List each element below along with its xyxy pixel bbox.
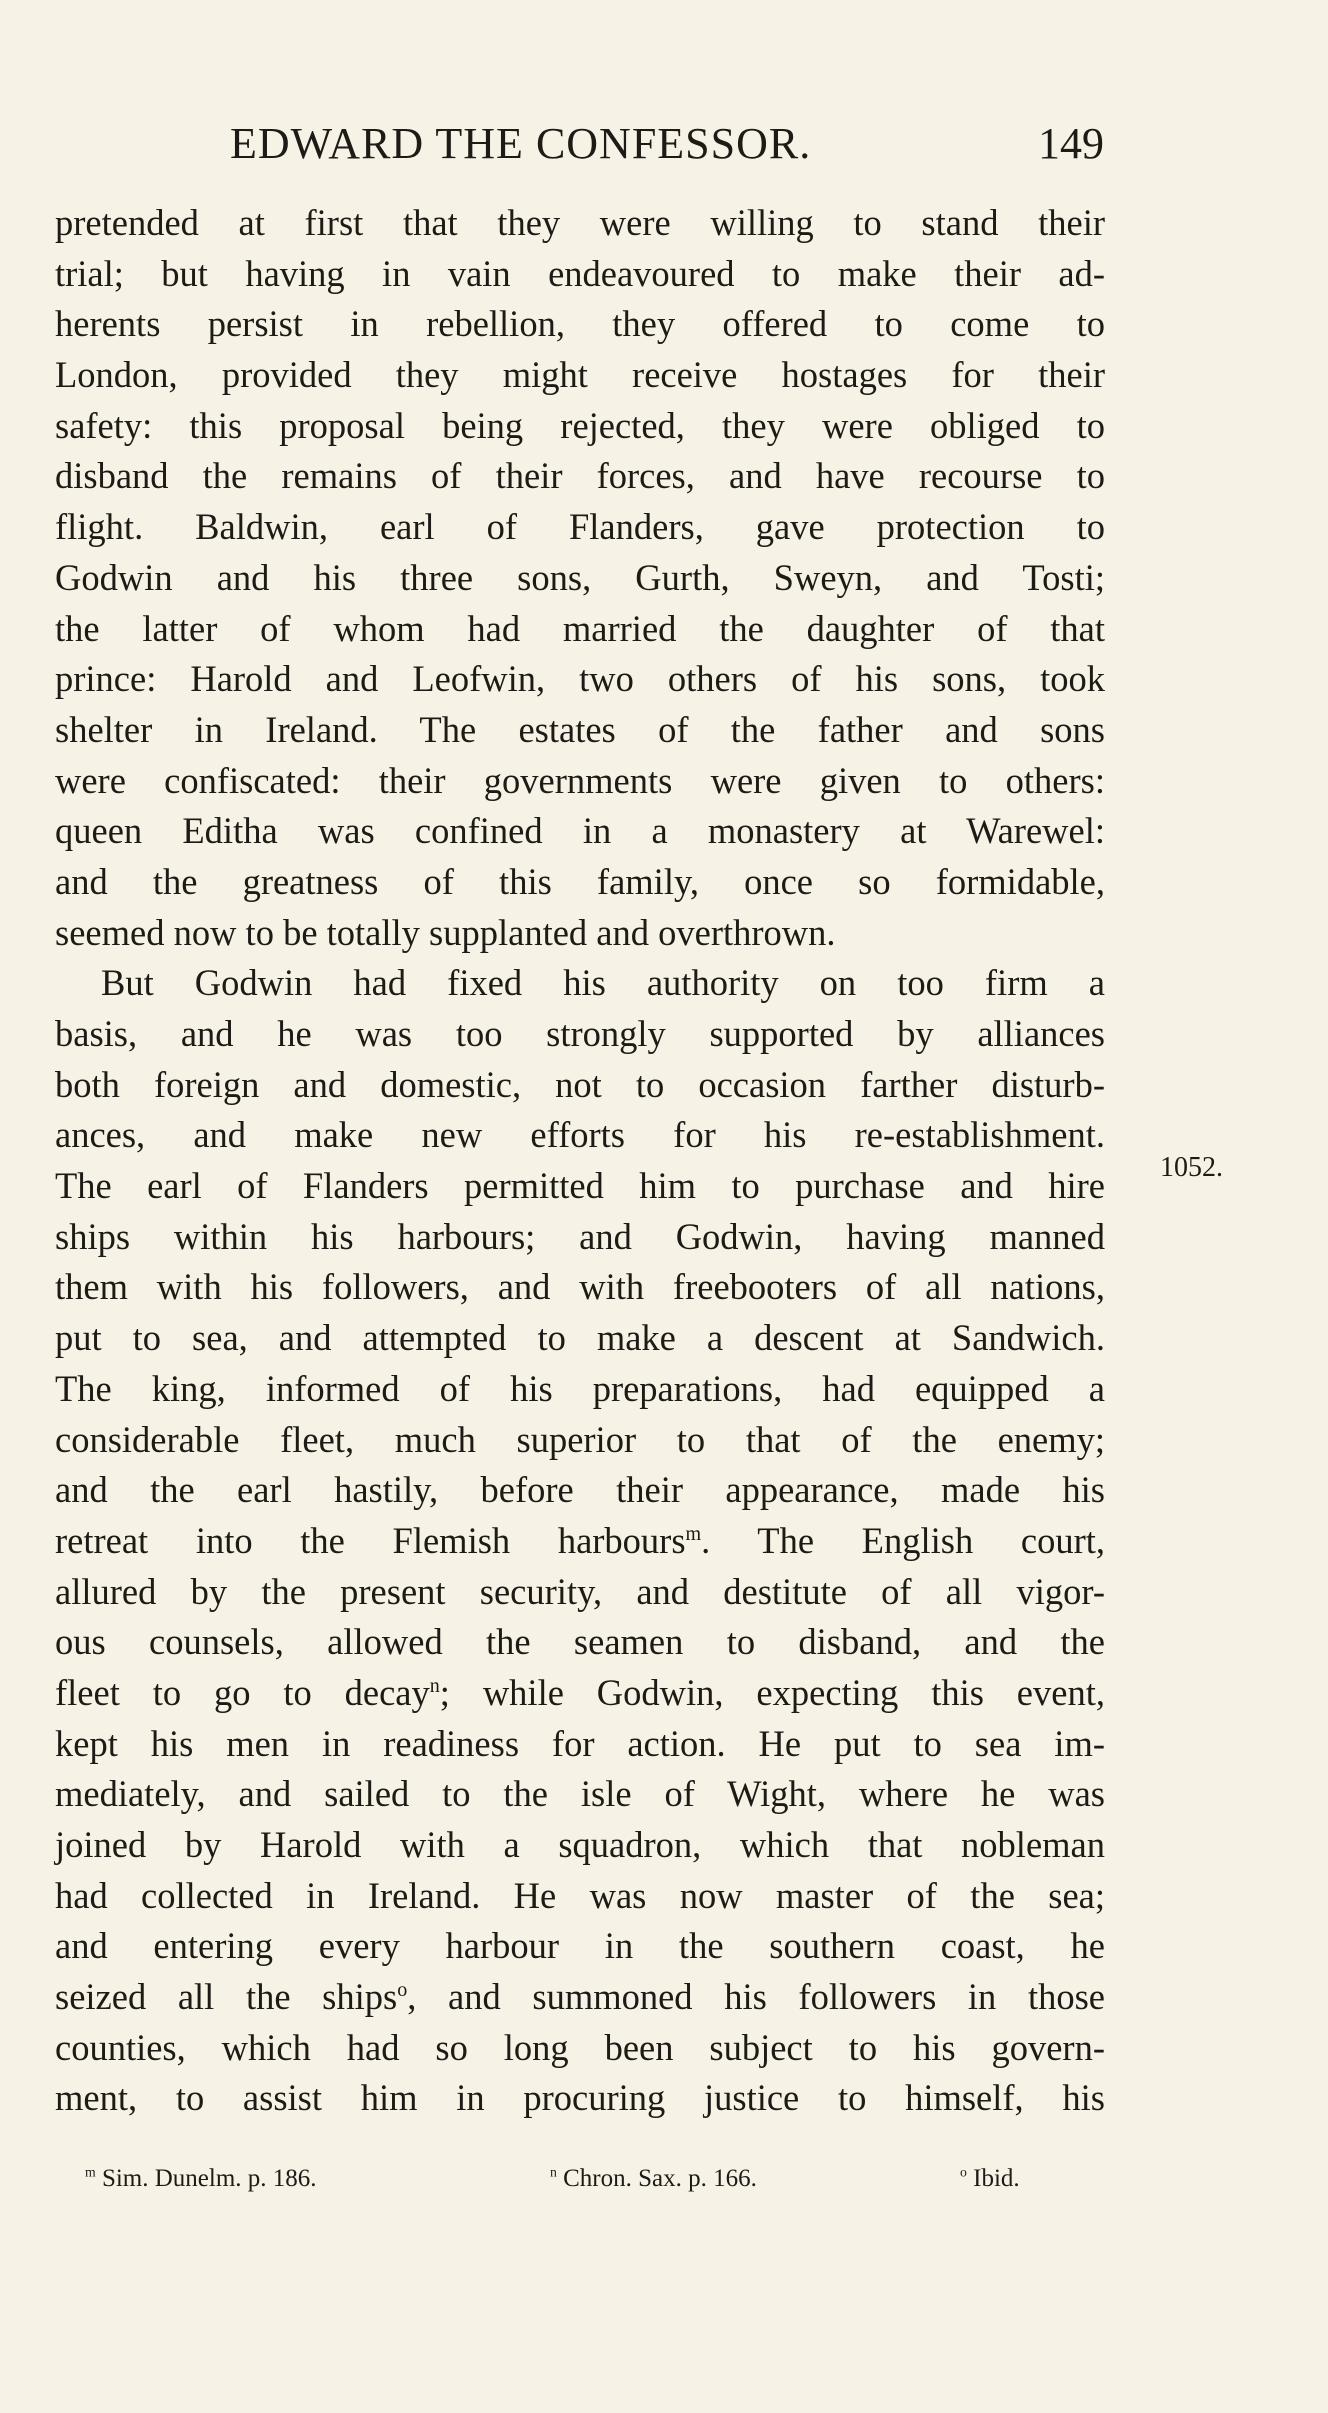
text-line-end: ; while Godwin, expecting this event, bbox=[439, 1671, 1105, 1713]
text-line: the latter of whom had married the daughter of that bbox=[55, 607, 1105, 649]
page-number: 149 bbox=[1038, 119, 1104, 168]
text-line: prince: Harold and Leofwin, two others of his sons, took bbox=[55, 658, 1105, 700]
text-line: The king, informed of his preparations, had equipped a bbox=[55, 1367, 1105, 1409]
footnote-n-text: Chron. Sax. p. 166. bbox=[556, 2165, 757, 2192]
text-line: and entering every harbour in the southern coast, he bbox=[55, 1925, 1105, 1967]
running-head bbox=[230, 118, 1130, 178]
text-line bbox=[55, 1516, 1105, 1567]
text-line bbox=[55, 1668, 1105, 1719]
footnotes bbox=[85, 2165, 1075, 2205]
text-line: mediately, and sailed to the isle of Wight, where he was bbox=[55, 1773, 1105, 1815]
footnote-mark-m: m bbox=[85, 2164, 96, 2180]
footnote-o bbox=[960, 2165, 1020, 2193]
text-line: ships within his harbours; and Godwin, having manned bbox=[55, 1215, 1105, 1257]
text-line: shelter in Ireland. The estates of the father and sons bbox=[55, 708, 1105, 750]
body-text bbox=[55, 198, 1105, 2124]
footnote-ref-o: o bbox=[397, 1978, 408, 2001]
text-line: But Godwin had fixed his authority on too firm a bbox=[101, 962, 1105, 1004]
text-line: ous counsels, allowed the seamen to disband, and the bbox=[55, 1621, 1105, 1663]
text-line: and the greatness of this family, once so formidable, bbox=[55, 860, 1105, 902]
text-line: had collected in Ireland. He was now master of the sea; bbox=[55, 1874, 1105, 1916]
text-line: disband the remains of their forces, and have recourse to bbox=[55, 455, 1105, 497]
footnote-mark-n: n bbox=[550, 2164, 557, 2180]
text-line: basis, and he was too strongly supported by alliances bbox=[55, 1013, 1105, 1054]
footnote-m-text: Sim. Dunelm. p. 186. bbox=[95, 2165, 317, 2192]
text-line-end: . The English court, bbox=[701, 1519, 1105, 1561]
text-line: London, provided they might receive hostages for their bbox=[55, 354, 1105, 396]
text-line: allured by the present security, and destitute of all vigor- bbox=[55, 1570, 1105, 1612]
text-line: pretended at first that they were willing to stand their bbox=[55, 202, 1105, 243]
text-line: flight. Baldwin, earl of Flanders, gave protection to bbox=[55, 506, 1105, 548]
text-line-start: fleet to go to decay bbox=[55, 1671, 430, 1713]
footnote-o-text: Ibid. bbox=[966, 2165, 1020, 2192]
text-line: Godwin and his three sons, Gurth, Sweyn, and Tosti; bbox=[55, 556, 1105, 598]
text-line: both foreign and domestic, not to occasion farther disturb- bbox=[55, 1063, 1105, 1105]
text-line-end: , and summoned his followers in those bbox=[407, 1976, 1105, 2018]
text-line: considerable fleet, much superior to that of the enemy; bbox=[55, 1418, 1105, 1460]
text-line: herents persist in rebellion, they offered to come to bbox=[55, 303, 1105, 345]
footnote-ref-n: n bbox=[429, 1674, 440, 1697]
text-line bbox=[55, 1972, 1105, 2023]
text-line: put to sea, and attempted to make a descent at Sandwich. bbox=[55, 1317, 1105, 1359]
text-line: safety: this proposal being rejected, they were obliged to bbox=[55, 404, 1105, 446]
text-line: The earl of Flanders permitted him to purchase and hire bbox=[55, 1165, 1105, 1207]
footnote-mark-o: o bbox=[960, 2164, 967, 2180]
text-line: ment, to assist him in procuring justice to himself, his bbox=[55, 2077, 1105, 2119]
footnote-m bbox=[85, 2165, 317, 2193]
footnote-n bbox=[550, 2165, 757, 2193]
footnote-ref-m: m bbox=[685, 1522, 702, 1545]
text-line: counties, which had so long been subject to his govern- bbox=[55, 2026, 1105, 2068]
margin-date-note: 1052. bbox=[1160, 1152, 1223, 1183]
text-line: queen Editha was confined in a monastery at Warewel: bbox=[55, 810, 1105, 852]
text-line-start: retreat into the Flemish harbours bbox=[55, 1519, 686, 1561]
text-line: kept his men in readiness for action. He put to sea im- bbox=[55, 1722, 1105, 1764]
text-line: seemed now to be totally supplanted and overthrown. bbox=[55, 911, 836, 953]
text-line-start: seized all the ships bbox=[55, 1976, 398, 2018]
text-line: were confiscated: their governments were given to others: bbox=[55, 759, 1105, 801]
text-line: ances, and make new efforts for his re-establishment. bbox=[55, 1114, 1105, 1156]
text-line: joined by Harold with a squadron, which that nobleman bbox=[55, 1824, 1105, 1865]
text-line: and the earl hastily, before their appearance, made his bbox=[55, 1469, 1105, 1511]
text-line: trial; but having in vain endeavoured to make their ad- bbox=[55, 252, 1105, 294]
text-line: them with his followers, and with freebooters of all nations, bbox=[55, 1266, 1105, 1308]
running-title: EDWARD THE CONFESSOR. bbox=[230, 119, 812, 168]
